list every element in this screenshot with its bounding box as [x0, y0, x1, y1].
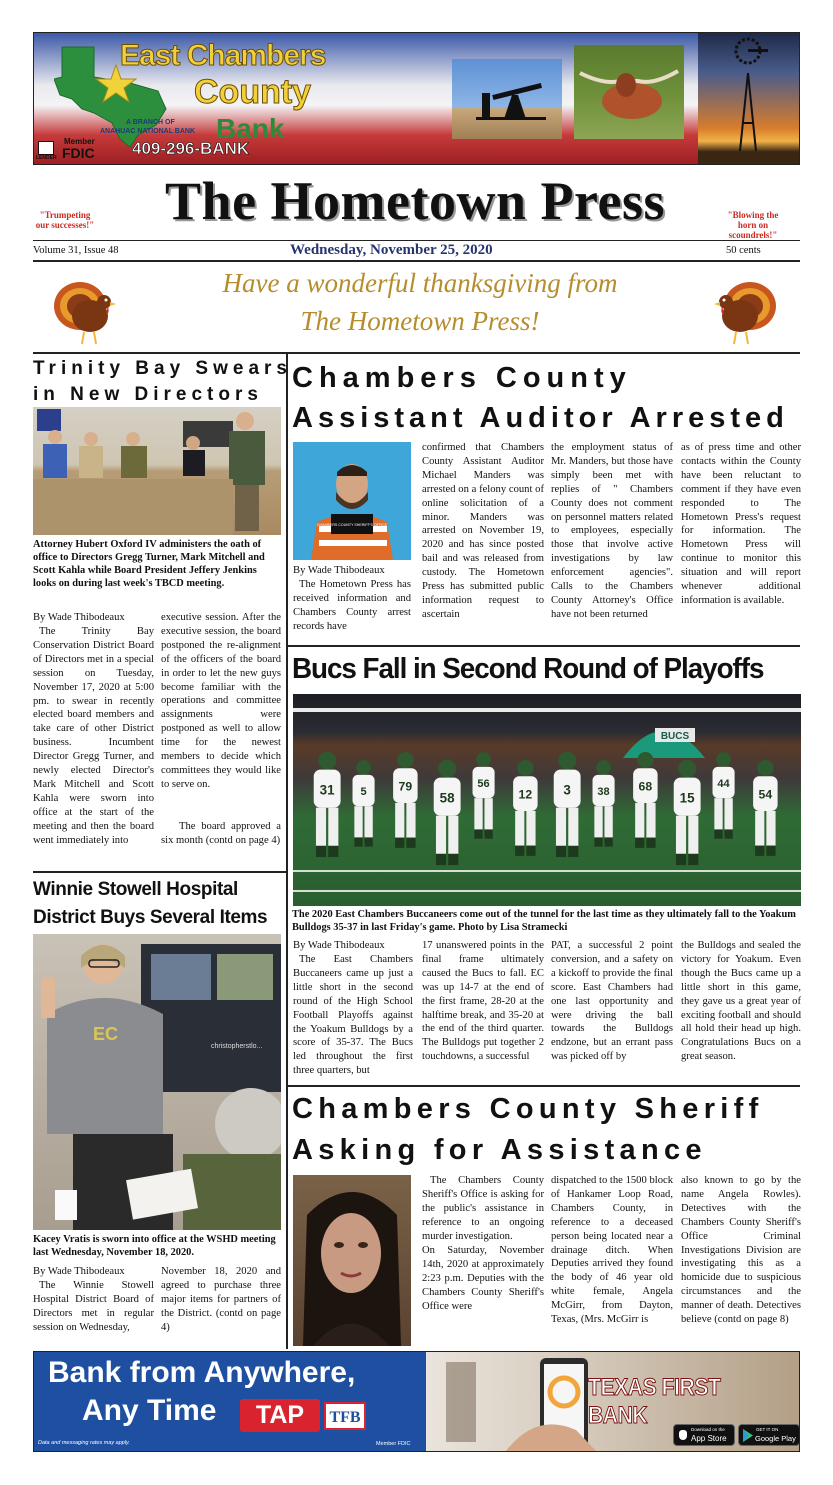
- bucs-headline: Bucs Fall in Second Round of Playoffs: [292, 653, 764, 685]
- bucs-bottom-rule: [288, 1085, 800, 1087]
- trinity-body-col2: executive session. After the executive session, the board postponed the re-alignment of the officers of the board in order to let the new guys become familiar with the operations and committee assignments were postponed as well to allow time for the newest members to decide which committees they would like to serve on.: [161, 612, 281, 790]
- bank-branch-text: A BRANCH OF: [126, 119, 175, 126]
- equal-housing-icon: [38, 141, 54, 155]
- greeting-line2: The Hometown Press!: [300, 306, 540, 336]
- google-play-badge[interactable]: [738, 1424, 800, 1446]
- jersey-number: 31: [319, 782, 335, 798]
- winnie-byline: By Wade Thibodeaux: [33, 1266, 125, 1277]
- lender-label: LENDER: [36, 155, 57, 161]
- sweater-logo: EC: [93, 1024, 119, 1044]
- trinity-oath-photo: [33, 407, 281, 535]
- winnie-oath-photo: [33, 934, 281, 1230]
- jersey-number: 79: [398, 779, 413, 794]
- bottom-bank-ad[interactable]: [33, 1351, 800, 1452]
- auditor-byline: By Wade Thibodeaux: [293, 565, 385, 576]
- tfb-logo: TFB: [324, 1402, 366, 1430]
- section-top-rule: [33, 352, 800, 354]
- tap-button[interactable]: TAP: [240, 1399, 320, 1432]
- ad-headline-line2: Any Time: [82, 1394, 217, 1427]
- auditor-body-col0: The Hometown Press has received information and Chambers County arrest records have: [293, 579, 411, 632]
- bucs-tunnel-photo: [293, 694, 801, 906]
- trinity-body-col2b: The board approved a six month (contd on page 4): [161, 821, 281, 846]
- winnie-caption: Kacey Vratis is sworn into office at the WSHD meeting last Wednesday, November 18, 2020.: [33, 1234, 276, 1258]
- auditor-headline-line2: Assistant Auditor Arrested: [292, 402, 789, 434]
- football-player: [674, 760, 701, 865]
- masthead-title: The Hometown Press: [165, 171, 665, 231]
- bank-name-line3: Bank: [216, 113, 285, 144]
- bank-name-line1: East Chambers: [120, 39, 326, 72]
- manders-mugshot-photo: [293, 442, 411, 560]
- winnie-headline: Winnie Stowell Hospital District Buys Several Items: [33, 879, 268, 928]
- ad-fine-print: Data and messaging rates may apply.: [38, 1440, 130, 1446]
- app-store-label: App Store: [691, 1434, 727, 1443]
- jersey-number: 5: [360, 786, 367, 799]
- turkey-icon-left: [50, 276, 122, 346]
- left-slogan: "Trumpeting our successes!": [35, 210, 95, 230]
- ad-headline-line1: Bank from Anywhere,: [48, 1356, 356, 1389]
- sheriff-body-col1: The Chambers County Sheriff's Office is asking for the public's assistance in reference to an ongoing murder investigation.: [422, 1175, 544, 1242]
- victim-photo: [293, 1175, 411, 1346]
- football-player: [393, 752, 417, 848]
- trinity-caption: Attorney Hubert Oxford IV administers the oath of office to Directors Gregg Turner, Mark Mitchell and Scott Kahla while Board President Jeffery Jenkins looks on during last week's TBCD meeting.: [33, 539, 265, 589]
- google-play-small: GET IT ON: [756, 1427, 779, 1432]
- bucs-body-col3: PAT, a successful 2 point conversion, and a safety on a kickoff to provide the final score. East Chambers had one last opportunity and were driving the ball towards the Bulldogs endzone, but an errant pass was picked off by: [551, 940, 673, 1063]
- football-player: [593, 760, 615, 846]
- oil-pumpjack-photo: [452, 59, 562, 139]
- bucs-body-col2: 17 unanswered points in the final frame ultimately caused the Bucs to fall. EC was up 14-7 at the end of the first frame, 28-20 at the halftime break, and 35-20 at the end of the third quarter. The Bulldogs put together 2 touchdowns, a successful: [422, 940, 544, 1063]
- windmill-sunset-photo: [698, 33, 800, 165]
- football-player: [554, 752, 581, 857]
- auditor-bottom-rule: [288, 645, 800, 647]
- jersey-number: 56: [477, 778, 490, 791]
- turkey-icon-right: [708, 276, 780, 346]
- football-player: [713, 752, 735, 838]
- masthead-bottom-rule: [33, 260, 800, 262]
- longhorn-photo: [574, 45, 684, 139]
- trinity-byline: By Wade Thibodeaux: [33, 612, 125, 623]
- left-column-divider: [286, 352, 288, 1349]
- jersey-number: 54: [758, 787, 773, 802]
- winnie-body-col2: November 18, 2020 and agreed to purchase three major items for partners of the District. (contd on page 4): [161, 1266, 281, 1333]
- football-player: [633, 752, 657, 848]
- bucs-byline: By Wade Thibodeaux: [293, 940, 385, 951]
- auditor-body-col2: the employment status of Mr. Manders, but those have simply been met with replies of " Chambers County does not comment on personnel matters related to employees, especially those that involve active investigations by law enforcement agencies". Calls to the Chambers County Attorney's Office have not been returned: [551, 442, 673, 620]
- jersey-number: 15: [679, 790, 695, 806]
- zoom-participant-name: christopherstlo...: [211, 1043, 263, 1050]
- jersey-number: 12: [518, 787, 533, 802]
- bucs-caption: The 2020 East Chambers Buccaneers come out of the tunnel for the last time as they ultimately fall to the Yoakum Bulldogs 35-37 in last Friday's game. Photo by Lisa Stramecki: [292, 909, 796, 933]
- greeting-line1: Have a wonderful thanksgiving from: [222, 268, 618, 298]
- trinity-headline-line2: in New Directors: [33, 384, 263, 405]
- sheriff-headline-line1: Chambers County Sheriff: [292, 1093, 764, 1125]
- member-label: Member: [64, 137, 95, 146]
- texas-first-bank-brand: TEXAS FIRST BANK: [588, 1374, 721, 1429]
- issue-date: Wednesday, November 25, 2020: [290, 242, 493, 258]
- jersey-number: 3: [563, 782, 571, 798]
- apple-icon: [679, 1430, 687, 1440]
- google-play-label: Google Play: [755, 1434, 796, 1443]
- mugshot-placard-text: CHAMBERS COUNTY SHERIFF'S OFFICE: [316, 523, 388, 527]
- bank-name-line2: County: [194, 73, 312, 111]
- ad-member-fdic: Member FDIC: [376, 1441, 411, 1447]
- jersey-number: 68: [638, 779, 653, 794]
- bucs-body-col4: the Bulldogs and sealed the victory for Yoakum. Even though the Bucs came up a little short in this game, they gave us a great year of exciting football and should all hold their head up high. Congratulations Bucs on a great season.: [681, 940, 801, 1063]
- top-bank-ad[interactable]: [33, 32, 800, 165]
- app-store-badge[interactable]: [673, 1424, 735, 1446]
- winnie-body-col1: The Winnie Stowell Hospital District Board of Directors met in regular session on Wednesday,: [33, 1280, 154, 1333]
- volume-issue: Volume 31, Issue 48: [33, 245, 119, 256]
- trinity-headline-line1: Trinity Bay Swears: [33, 358, 292, 379]
- app-store-small: Download on the: [691, 1427, 725, 1432]
- auditor-headline-line1: Chambers County: [292, 362, 632, 394]
- sheriff-body-col1b: On Saturday, November 14th, 2020 at approximately 2:23 p.m. Deputies with the Chambers County Sheriff's Office were: [422, 1245, 544, 1312]
- fdic-label: FDIC: [62, 145, 95, 161]
- bank-branch-text2: ANAHUAC NATIONAL BANK: [100, 128, 196, 135]
- bucs-inflatable-text: BUCS: [660, 731, 690, 742]
- sheriff-headline-line2: Asking for Assistance: [292, 1134, 707, 1166]
- football-player: [473, 752, 495, 838]
- auditor-body-col1: confirmed that Chambers County Assistant Auditor Michael Manders was arrested on a felony count of online solicitation of a minor. Manders was arrested on November 19, 2020 and has since posted bail and was released from custody. The Hometown Press has submitted public information request to ascertain: [422, 442, 544, 620]
- football-player: [513, 760, 537, 856]
- jersey-number: 44: [717, 778, 730, 791]
- football-player: [314, 752, 341, 857]
- trinity-bottom-rule: [33, 871, 286, 873]
- auditor-body-col3: as of press time and other contacts within the County have been reluctant to comment if they have even responded to The Hometown Press's request for information. The Hometown Press will continue to monitor this situation and will report whenever additional information is available.: [681, 442, 801, 606]
- masthead-top-rule: [33, 240, 800, 241]
- right-slogan: "Blowing the horn on scoundrels!": [727, 210, 779, 240]
- football-player: [434, 760, 461, 865]
- bank-phone[interactable]: 409-296-BANK: [132, 139, 250, 158]
- issue-price: 50 cents: [726, 245, 761, 256]
- bucs-body-col1: The East Chambers Buccaneers came up just a little short in the second round of the High School Football Playoffs against the Yoakum Bulldogs by a score of 35-37. The Bucs led throughout the first three quarters, but: [293, 954, 413, 1077]
- sheriff-body-col3: also known to go by the name Angela Rowles). Detectives with the Chambers County Sheriff's Office Criminal Investigations Division are investigating this as a homicide due to suspicious circumstances and the manner of death. Detectives believe (contd on page 8): [681, 1175, 801, 1326]
- jersey-number: 38: [597, 786, 610, 799]
- trinity-body-col1: The Trinity Bay Conservation District Board of Directors met in a special session on Tuesday, November 17, 2020 at 5:00 pm. to swear in recently elected board members and take care of other District business. Incumbent Director Gregg Turner, and newly elected Director's Mark Mitchell and Scott Kahla were sworn into office at the start of the meeting and then the board went immediately into: [33, 626, 154, 846]
- football-player: [753, 760, 777, 856]
- jersey-number: 58: [439, 790, 455, 806]
- google-play-icon: [743, 1429, 753, 1442]
- sheriff-body-col2: dispatched to the 1500 block of Hankamer Loop Road, Chambers County, in reference to a deceased person being located near a drainage ditch. When Deputies arrived they found the body of 46 year old white female, Angela McGirr, from Dayton, Texas, (Mrs. McGirr is: [551, 1175, 673, 1326]
- football-player: [353, 760, 375, 846]
